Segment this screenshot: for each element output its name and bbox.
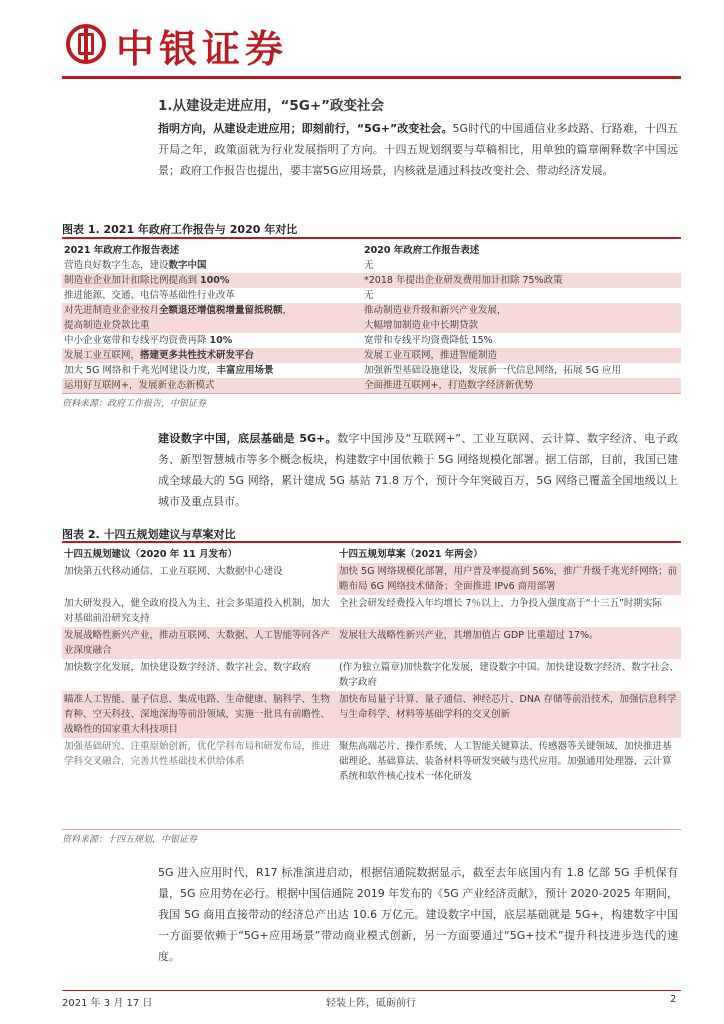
page-number: 2	[670, 994, 677, 1005]
table-row	[62, 378, 681, 393]
table-cell: 发展工业互联网，推进智能制造	[364, 350, 498, 361]
table-row	[62, 288, 681, 303]
table-header	[62, 240, 681, 258]
table-cell: 发展壮大战略性新兴产业，其增加值占 GDP 比重超过 17%。	[337, 627, 681, 659]
table-cell: 加强基础研究、注重原始创新，优化学科布局和研发布局，推进学科交叉融合，完善共性基础技术供给体系	[64, 741, 331, 767]
table-row	[62, 333, 681, 348]
table-row	[62, 363, 681, 378]
table-cell: 无	[364, 260, 374, 271]
paragraph-5g-application: 5G 进入应用时代，R17 标准演进启动，根据信通院数据显示，截至去年底国内有 1.8 亿部 5G 手机保有量，5G 应用势在必行。根据中国信通院 2019 年发布的《5G 产业经济贡献》，预计 2020-2025 年期间，我国 5G 商用直接带动的经济总产出达 10.6 万亿元。建设数字中国，底层基础就是 5G+，构建数字中国一方面要依赖于“5G+应用场景”带动商业模式创新，另一方面要通过“5G+技术”提升科技进步迭代的速度。	[158, 866, 678, 963]
footer-divider	[62, 990, 681, 991]
table-cell: 瞄准人工智能、量子信息、集成电路、生命健康、脑科学、生物育种、空天科技、深地深海等前沿领域，实施一批具有前瞻性、战略性的国家重大科技项目	[62, 691, 337, 738]
table-row	[62, 738, 681, 785]
table-header	[62, 543, 681, 563]
table-header-cell: 2020 年政府工作报告表述	[364, 245, 480, 256]
table-cell: 全面推进互联网+，打造数字经济新优势	[364, 380, 534, 391]
table-cell: 大幅增加制造业中长期贷款	[364, 320, 479, 331]
section-title: 1.从建设走进应用，“5G+”政变社会	[158, 98, 385, 114]
table-row	[62, 563, 681, 595]
table-cell: (作为独立篇章)加快数字化发展，建设数字中国。加快建设数字经济、数字社会、数字政府	[339, 662, 679, 688]
table-cell: 加强新型基础设施建设，发展新一代信息网络，拓展 5G 应用	[364, 365, 621, 376]
figure2-table	[62, 543, 681, 785]
figure1-source: 资料来源：政府工作报告，中银证券	[62, 399, 207, 409]
table-cell: 对先进制造业企业按月全额退还增值税增量留抵税额，	[64, 305, 293, 316]
table-cell: 无	[364, 290, 374, 301]
paragraph-digital-china-lead: 建设数字中国，底层基础是 5G+。	[158, 432, 338, 445]
footer-slogan: 轻装上阵，砥砺前行	[326, 998, 416, 1009]
figure2-source: 资料来源：十四五规划，中银证券	[62, 835, 198, 845]
table-cell: 加快 5G 网络规模化部署，用户普及率提高到 56%，推广升级千兆光纤网络；前瞻布局 6G 网络技术储备；全面推进 IPv6 商用部署	[337, 563, 681, 595]
table-cell: 加大 5G 网络和千兆光网建设力度，丰富应用场景	[64, 365, 274, 376]
figure2-title: 图表 2. 十四五规划建议与草案对比	[62, 528, 236, 541]
table-cell: 营造良好数字生态，建设数字中国	[64, 260, 207, 271]
table-row	[62, 595, 681, 627]
table-row	[62, 627, 681, 659]
table-row	[62, 318, 681, 333]
table-cell: 宽带和专线平均资费降低 15%	[364, 335, 493, 346]
table-cell: 聚焦高端芯片、操作系统、人工智能关键算法、传感器等关键领域，加快推进基础理论、基础算法、装备材料等研发突破与迭代应用。加强通用处理器、云计算系统和软件核心技术一体化研发	[339, 741, 672, 782]
table-header-cell: 十四五规划建议（2020 年 11 月发布）	[64, 549, 238, 560]
table-row	[62, 258, 681, 273]
table-cell: 运用好互联网+，发展新业态新模式	[64, 380, 215, 391]
table-cell: 加大研发投入，健全政府投入为主、社会多渠道投入机制，加大对基础前沿研究支持	[64, 598, 331, 624]
table-row	[62, 303, 681, 318]
paragraph-intro	[158, 118, 678, 181]
table-cell: 发展工业互联网，搭建更多共性技术研发平台	[64, 350, 255, 361]
logo-bar-icon	[84, 27, 88, 61]
table-header-cell: 2021 年政府工作报告表述	[64, 245, 180, 256]
table-row	[62, 273, 681, 288]
table-cell: 推进能源、交通、电信等基础性行业改革	[64, 290, 236, 301]
figure1-top-rule	[62, 237, 681, 239]
table-cell: 推动制造业升级和新兴产业发展，	[364, 305, 507, 316]
table-cell: 加快布局量子计算、量子通信、神经芯片、DNA 存储等前沿技术，加强信息科学与生命科学、材料等基础学科的交叉创新	[337, 691, 681, 738]
paragraph-intro-lead: 指明方向，从建设走进应用；即刻前行，“5G+”改变社会。	[158, 122, 453, 135]
table-cell: 全社会研发经费投入年均增长 7％以上、力争投入强度高于“十三五”时期实际	[339, 598, 662, 609]
paragraph-digital-china-text: 数字中国涉及“互联网+”、工业互联网、云计算、数字经济、电子政务、新型智慧城市等多个概念板块，构建数字中国依赖于 5G 网络规模化部署。据工信部，目前，我国已建成全球最大的 5G 网络，累计建成 5G 基站 71.8 万个，预计今年突破百万，5G 网络已覆盖全国地级以上城市及重点县市。	[158, 432, 678, 508]
table-cell: 中小企业宽带和专线平均资费再降 10%	[64, 335, 233, 346]
table-cell: *2018 年提出企业研发费用加计扣除 75%政策	[364, 275, 563, 286]
table-row	[62, 691, 681, 738]
table-row	[62, 348, 681, 363]
figure1-title: 图表 1. 2021 年政府工作报告与 2020 年对比	[62, 223, 298, 236]
table-cell: 提高制造业贷款比重	[64, 320, 150, 331]
brand-name: 中银证券	[116, 27, 289, 71]
table-cell: 加快第五代移动通信、工业互联网、大数据中心建设	[64, 566, 283, 577]
table-header-cell: 十四五规划草案（2021 年两会）	[339, 549, 483, 560]
paragraph-digital-china	[158, 428, 678, 512]
table-cell: 发展战略性新兴产业，推动互联网、大数据、人工智能等同各产业深度融合	[62, 627, 337, 659]
figure1-table	[62, 240, 681, 393]
table-cell: 加快数字化发展，加快建设数字经济、数字社会、数字政府	[64, 662, 312, 673]
footer-date: 2021 年 3 月 17 日	[62, 998, 153, 1009]
table-cell: 制造业企业加计扣除比例提高到 100%	[64, 275, 230, 286]
table-row	[62, 659, 681, 691]
figure2-bottom-rule	[62, 829, 681, 830]
paragraph-intro-text: 5G时代的中国通信业多歧路、行路难，十四五开局之年，政策面就为行业发展指明了方向。十四五规划纲要与草稿相比，用单独的篇章阐释数字中国远景；政府工作报告也提出，要丰富5G应用场景，内核就是通过科技改变社会、带动经济发展。	[158, 122, 679, 177]
header-divider	[62, 76, 681, 79]
figure1-bottom-rule	[62, 393, 681, 394]
